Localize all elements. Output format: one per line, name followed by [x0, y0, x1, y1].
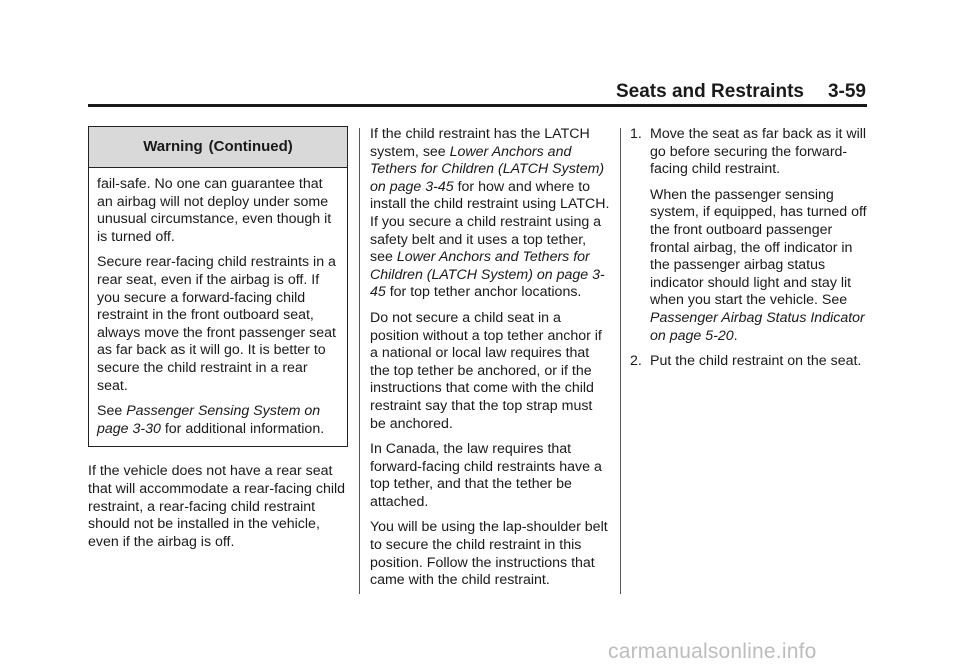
cross-reference-link[interactable]: Passenger Sensing System on page 3-30: [97, 403, 321, 437]
warning-p3-post: for additional information.: [160, 420, 325, 437]
warning-p3-pre: See: [97, 403, 127, 420]
list-item-subparagraph: [650, 187, 870, 345]
body-paragraph: You will be using the lap-shoulder belt to secure the child restraint in this position. Follow the instructions that came with the child restraint.: [370, 519, 608, 589]
cross-reference-link[interactable]: Lower Anchors and Tethers for Children (LATCH System) on page 3-45: [370, 143, 605, 195]
sub-post: .: [733, 327, 738, 344]
list-item-number: 1.: [630, 126, 642, 142]
warning-paragraph-3: [97, 403, 339, 438]
warning-title-main: Warning: [143, 138, 203, 155]
cross-reference-link[interactable]: Lower Anchors and Tethers for Children (LATCH System) on page 3-45: [370, 249, 605, 301]
body-paragraph: If the vehicle does not have a rear seat that will accommodate a rear-facing child restraint, a rear-facing child restraint should not be installed in the vehicle, even if the airbag is off.: [88, 463, 346, 550]
latch-p-mid: for how and where to install the child restraint using LATCH. If you secure a child restraint using a safety belt and it uses a top tether, see: [370, 178, 610, 266]
column-divider-1: [359, 128, 360, 594]
column-divider-2: [620, 128, 621, 594]
column-1: [88, 126, 350, 559]
section-title: Seats and Restraints: [616, 81, 804, 102]
list-item-number: 2.: [630, 353, 642, 370]
list-item: [630, 353, 870, 371]
sub-pre: When the passenger sensing system, if equipped, has turned off the front outboard passenger frontal airbag, the off indicator in the passenger airbag status indicator should light and stay lit when you start the vehicle. See: [650, 186, 867, 309]
body-paragraph: Do not secure a child seat in a position without a top tether anchor if a national or local law requires that the top tether be anchored, or if the instructions that come with the child restraint say that the top strap must be anchored.: [370, 309, 602, 432]
body-paragraph: In Canada, the law requires that forward-facing child restraints have a top tether, and that the tether be attached.: [370, 441, 602, 510]
warning-title: [89, 127, 347, 168]
latch-paragraph: [370, 126, 610, 302]
cross-reference-link[interactable]: Passenger Airbag Status Indicator on page 5-20: [650, 309, 865, 344]
warning-title-sub: (Continued): [208, 138, 293, 155]
warning-body: [89, 168, 347, 438]
warning-box: [88, 126, 348, 447]
page-number: 3-59: [827, 81, 866, 102]
watermark: carmanualsonline.info: [608, 640, 817, 663]
warning-paragraph-1: fail-safe. No one can guarantee that an airbag will not deploy under some unusual circumstance, even though it is turned off.: [97, 176, 332, 245]
list-item-text: Move the seat as far back as it will go before securing the forward-facing child restraint.: [650, 126, 867, 178]
latch-p-pre: If the child restraint has the LATCH system, see: [370, 126, 590, 160]
column-2: [370, 126, 610, 598]
column-3: [630, 126, 870, 379]
list-item: [630, 126, 870, 345]
warning-paragraph-2: Secure rear-facing child restraints in a rear seat, even if the airbag is off. If you secure a forward-facing child restraint in the front outboard seat, always move the front passenger seat as far back as it will go. It is better to secure the child restraint in a rear seat.: [97, 254, 336, 394]
header-rule: [88, 104, 867, 107]
latch-p-post: for top tether anchor locations.: [385, 284, 582, 301]
list-item-text: Put the child restraint on the seat.: [650, 353, 862, 370]
page-header: [88, 78, 866, 106]
